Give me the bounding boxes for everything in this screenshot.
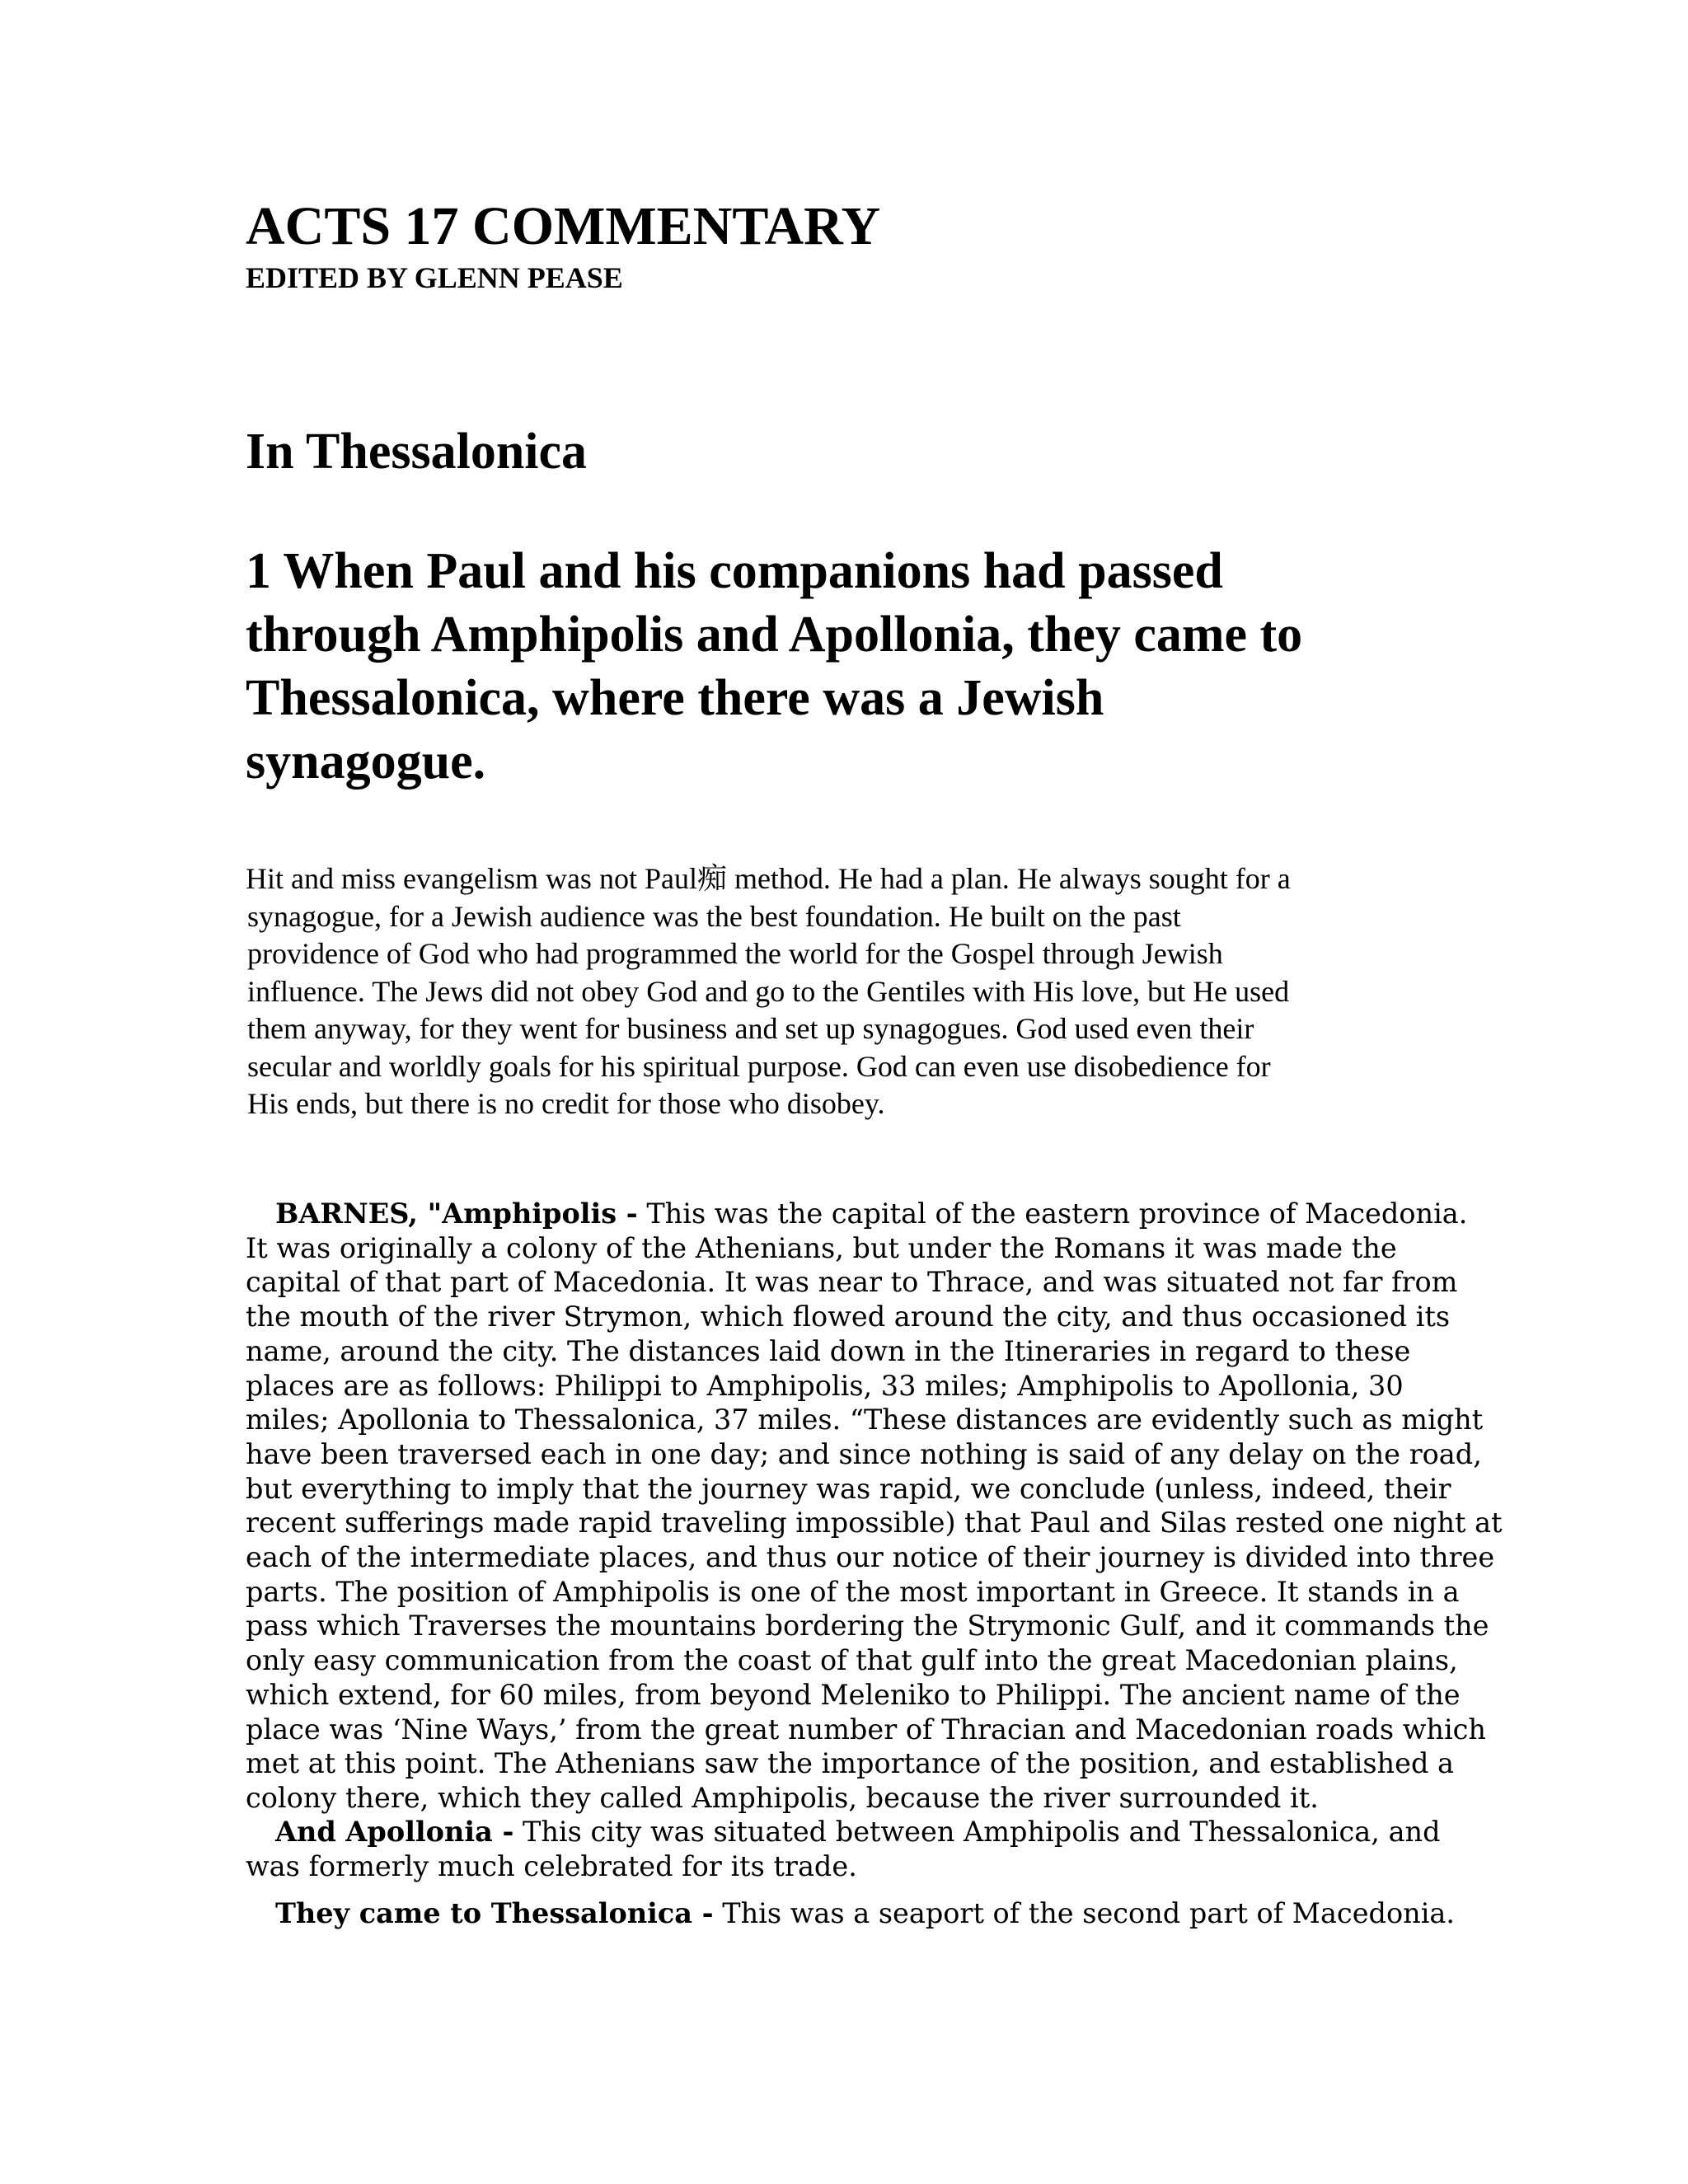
thessalonica-term: They came to Thessalonica - bbox=[275, 1897, 714, 1929]
barnes-line: but everything to imply that the journey was rapid, we conclude (unless, indeed, their bbox=[246, 1472, 1451, 1505]
apollonia-term: And Apollonia - bbox=[275, 1816, 514, 1848]
commentary-line: synagogue, for a Jewish audience was the best foundation. He built on the past bbox=[247, 899, 1181, 933]
barnes-line: pass which Traverses the mountains bordering the Strymonic Gulf, and it commands the bbox=[246, 1610, 1489, 1643]
barnes-lead-term: BARNES, "Amphipolis - bbox=[275, 1197, 638, 1230]
barnes-line: colony there, which they called Amphipolis, because the river surrounded it. bbox=[246, 1781, 1319, 1814]
barnes-line: only easy communication from the coast of that gulf into the great Macedonian plains, bbox=[246, 1644, 1458, 1677]
verse-line: synagogue. bbox=[246, 733, 486, 790]
barnes-line: miles; Apollonia to Thessalonica, 37 miles. “These distances are evidently such as might bbox=[246, 1404, 1484, 1436]
barnes-line: It was originally a colony of the Athenians, but under the Romans it was made the bbox=[246, 1231, 1397, 1264]
document-title: ACTS 17 COMMENTARY bbox=[246, 196, 881, 256]
document-subtitle: EDITED BY GLENN PEASE bbox=[246, 261, 623, 294]
barnes-line: each of the intermediate places, and thus our notice of their journey is divided into three bbox=[246, 1541, 1495, 1574]
section-heading: In Thessalonica bbox=[246, 424, 588, 480]
apollonia-lead-line bbox=[246, 1815, 1449, 1849]
commentary-line: secular and worldly goals for his spiritual purpose. God can even use disobedience for bbox=[247, 1049, 1271, 1083]
thessalonica-lead-text: This was a seaport of the second part of Macedonia. bbox=[713, 1897, 1456, 1929]
barnes-line: capital of that part of Macedonia. It was near to Thrace, and was situated not far from bbox=[246, 1266, 1458, 1299]
barnes-line: met at this point. The Athenians saw the importance of the position, and established a bbox=[246, 1747, 1455, 1780]
thessalonica-paragraph bbox=[246, 1896, 1456, 1931]
commentary-line: influence. The Jews did not obey God and go to the Gentiles with His love, but He used bbox=[247, 974, 1290, 1008]
apollonia-paragraph bbox=[246, 1815, 1449, 1883]
barnes-line: the mouth of the river Strymon, which flowed around the city, and thus occasioned its bbox=[246, 1301, 1451, 1333]
commentary-line: Hit and miss evangelism was not Paul痴 method. He had a plan. He always sought for a bbox=[246, 862, 1291, 895]
barnes-line: name, around the city. The distances laid down in the Itineraries in regard to these bbox=[246, 1334, 1411, 1367]
thessalonica-lead-line bbox=[246, 1896, 1456, 1931]
barnes-lead-line bbox=[246, 1197, 1468, 1231]
verse-line: Thessalonica, where there was a Jewish bbox=[246, 670, 1104, 726]
barnes-line: place was ‘Nine Ways,’ from the great number of Thracian and Macedonian roads which bbox=[246, 1713, 1486, 1746]
editor-commentary bbox=[246, 860, 1441, 1123]
commentary-line: His ends, but there is no credit for those who disobey. bbox=[247, 1087, 885, 1120]
apollonia-lead-text: This city was situated between Amphipolis and Thessalonica, and bbox=[513, 1816, 1441, 1848]
verse-line: 1 When Paul and his companions had passed bbox=[246, 543, 1223, 599]
commentary-line: them anyway, for they went for business and set up synagogues. God used even their bbox=[247, 1012, 1254, 1045]
verse-text bbox=[246, 540, 1465, 794]
barnes-commentary bbox=[246, 1197, 1503, 1816]
barnes-line: have been traversed each in one day; and since nothing is said of any delay on the road, bbox=[246, 1437, 1482, 1470]
barnes-line: parts. The position of Amphipolis is one of the most important in Greece. It stands in a bbox=[246, 1575, 1460, 1608]
barnes-lead-text: This was the capital of the eastern province of Macedonia. bbox=[637, 1197, 1468, 1230]
barnes-line: recent sufferings made rapid traveling impossible) that Paul and Silas rested one night at bbox=[246, 1507, 1503, 1540]
commentary-line: providence of God who had programmed the world for the Gospel through Jewish bbox=[247, 937, 1223, 970]
apollonia-line: was formerly much celebrated for its trade. bbox=[246, 1849, 857, 1882]
verse-line: through Amphipolis and Apollonia, they came to bbox=[246, 607, 1303, 663]
barnes-line: which extend, for 60 miles, from beyond Meleniko to Philippi. The ancient name of the bbox=[246, 1678, 1461, 1711]
barnes-line: places are as follows: Philippi to Amphipolis, 33 miles; Amphipolis to Apollonia, 30 bbox=[246, 1369, 1404, 1402]
